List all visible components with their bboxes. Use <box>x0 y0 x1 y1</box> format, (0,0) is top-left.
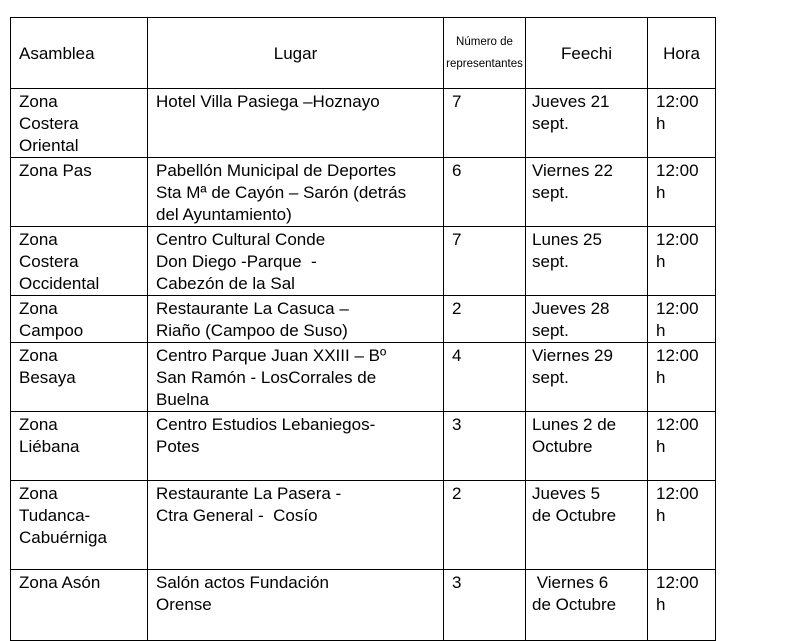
header-lugar: Lugar <box>148 18 444 89</box>
cell-fecha <box>526 89 648 158</box>
cell-lugar-line: Ctra General - Cosío <box>156 506 318 525</box>
cell-hora: 12:00 h <box>648 343 716 412</box>
cell-fecha-line: Lunes 25 <box>532 230 602 249</box>
cell-lugar <box>148 412 444 481</box>
header-fecha: Feechi <box>526 18 648 89</box>
cell-representantes: 7 <box>444 89 526 158</box>
cell-lugar-line: Restaurante La Pasera - <box>156 484 342 503</box>
cell-asamblea-line: Zona <box>19 415 58 434</box>
cell-lugar-line: Cabezón de la Sal <box>156 274 295 293</box>
cell-hora: 12:00 h <box>648 158 716 227</box>
header-numero-line2: representantes <box>446 58 523 70</box>
cell-hora: 12:00 h <box>648 296 716 343</box>
header-numero <box>444 18 526 89</box>
cell-lugar-line: Centro Estudios Lebaniegos- <box>156 415 376 434</box>
cell-fecha-line: sept. <box>532 368 569 387</box>
cell-fecha <box>526 343 648 412</box>
cell-asamblea-line: Costera <box>19 252 79 271</box>
cell-lugar-line: Orense <box>156 595 212 614</box>
cell-lugar-line: Riaño (Campoo de Suso) <box>156 321 348 340</box>
cell-representantes: 2 <box>444 481 526 570</box>
cell-fecha-line: sept. <box>532 252 569 271</box>
cell-hora: 12:00 h <box>648 570 716 641</box>
cell-asamblea-line: Cabuérniga <box>19 528 107 547</box>
assemblies-table <box>10 17 716 641</box>
cell-asamblea-line: Costera <box>19 114 79 133</box>
header-asamblea: Asamblea <box>11 18 148 89</box>
cell-lugar-line: del Ayuntamiento) <box>156 205 292 224</box>
cell-representantes: 3 <box>444 570 526 641</box>
cell-representantes: 3 <box>444 412 526 481</box>
cell-lugar-line: San Ramón - LosCorrales de <box>156 368 377 387</box>
cell-fecha-line: de Octubre <box>532 595 617 614</box>
cell-hora: 12:00 h <box>648 481 716 570</box>
cell-fecha <box>526 570 648 641</box>
cell-fecha-line: de Octubre <box>532 506 617 525</box>
cell-lugar-line: Centro Parque Juan XXIII – Bº <box>156 346 387 365</box>
table-row <box>11 481 716 570</box>
cell-hora: 12:00 h <box>648 89 716 158</box>
cell-fecha <box>526 412 648 481</box>
cell-asamblea-line: Zona <box>19 230 58 249</box>
cell-lugar-line: Sta Mª de Cayón – Sarón (detrás <box>156 183 407 202</box>
cell-hora: 12:00 h <box>648 412 716 481</box>
table-body <box>11 89 716 641</box>
cell-asamblea <box>11 227 148 296</box>
cell-hora: 12:00 h <box>648 227 716 296</box>
cell-asamblea-line: Liébana <box>19 437 80 456</box>
cell-asamblea <box>11 89 148 158</box>
cell-asamblea <box>11 412 148 481</box>
cell-fecha-line: Jueves 21 <box>532 92 610 111</box>
cell-lugar-line: Restaurante La Casuca – <box>156 299 349 318</box>
cell-fecha-line: Viernes 6 <box>532 573 609 592</box>
cell-asamblea-line: Occidental <box>19 274 100 293</box>
cell-fecha <box>526 227 648 296</box>
cell-representantes: 6 <box>444 158 526 227</box>
cell-lugar <box>148 227 444 296</box>
cell-representantes: 4 <box>444 343 526 412</box>
cell-asamblea-line: Zona <box>19 484 58 503</box>
cell-asamblea <box>11 481 148 570</box>
cell-lugar <box>148 343 444 412</box>
cell-lugar <box>148 89 444 158</box>
cell-fecha <box>526 481 648 570</box>
cell-representantes: 7 <box>444 227 526 296</box>
cell-lugar-line: Buelna <box>156 390 209 409</box>
header-hora: Hora <box>648 18 716 89</box>
cell-fecha-line: sept. <box>532 321 569 340</box>
cell-asamblea <box>11 296 148 343</box>
cell-asamblea <box>11 570 148 641</box>
cell-asamblea-line: Zona <box>19 346 58 365</box>
cell-asamblea-line: Zona <box>19 299 58 318</box>
cell-lugar-line: Don Diego -Parque - <box>156 252 317 271</box>
cell-lugar <box>148 481 444 570</box>
cell-asamblea-line: Zona <box>19 92 58 111</box>
cell-asamblea-line: Campoo <box>19 321 84 340</box>
cell-asamblea-line: Tudanca- <box>19 506 91 525</box>
cell-lugar-line: Hotel Villa Pasiega –Hoznayo <box>156 92 380 111</box>
cell-lugar-line: Pabellón Municipal de Deportes <box>156 161 397 180</box>
table-row <box>11 296 716 343</box>
cell-asamblea-line: Oriental <box>19 136 79 155</box>
cell-fecha-line: Viernes 22 <box>532 161 613 180</box>
cell-fecha-line: Viernes 29 <box>532 346 613 365</box>
cell-lugar <box>148 158 444 227</box>
table-row <box>11 343 716 412</box>
cell-fecha-line: Jueves 5 <box>532 484 601 503</box>
cell-lugar-line: Potes <box>156 437 200 456</box>
cell-lugar <box>148 296 444 343</box>
cell-lugar-line: Centro Cultural Conde <box>156 230 326 249</box>
table-row <box>11 227 716 296</box>
table-row <box>11 89 716 158</box>
table-row <box>11 158 716 227</box>
cell-fecha-line: sept. <box>532 114 569 133</box>
cell-fecha-line: sept. <box>532 183 569 202</box>
cell-representantes: 2 <box>444 296 526 343</box>
table-row <box>11 570 716 641</box>
cell-fecha-line: Lunes 2 de <box>532 415 617 434</box>
cell-asamblea-line: Zona Pas <box>19 161 92 180</box>
cell-asamblea-line: Zona Asón <box>19 573 101 592</box>
cell-asamblea <box>11 343 148 412</box>
header-row <box>11 18 716 89</box>
cell-lugar <box>148 570 444 641</box>
cell-fecha-line: Octubre <box>532 437 593 456</box>
header-numero-line1: Número de <box>456 36 513 48</box>
cell-asamblea <box>11 158 148 227</box>
cell-fecha <box>526 296 648 343</box>
cell-asamblea-line: Besaya <box>19 368 76 387</box>
cell-lugar-line: Salón actos Fundación <box>156 573 329 592</box>
cell-fecha-line: Jueves 28 <box>532 299 610 318</box>
table-row <box>11 412 716 481</box>
cell-fecha <box>526 158 648 227</box>
